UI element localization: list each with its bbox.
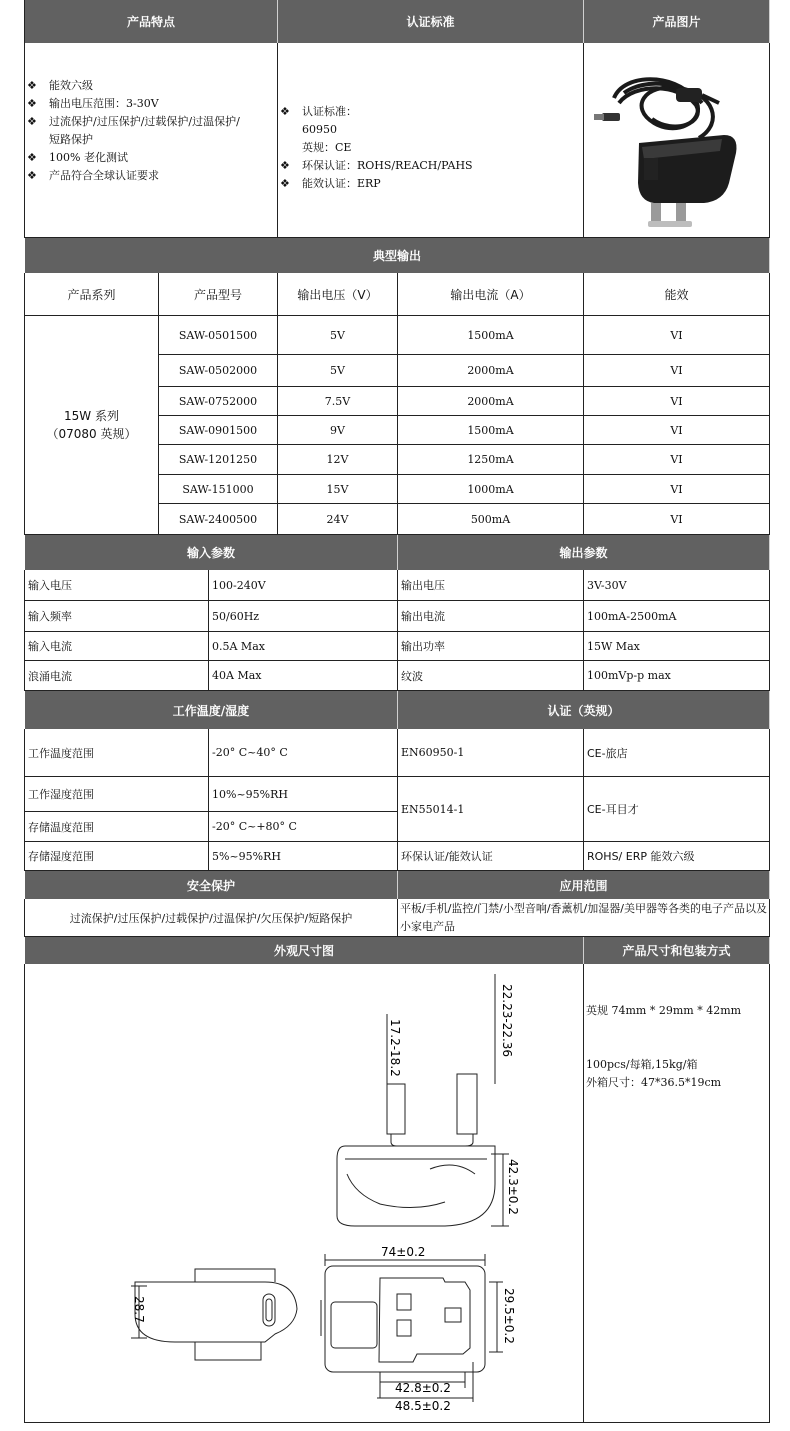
dim-label-d5: 28.7 xyxy=(132,1296,146,1323)
cert1-value: CE-旅店 xyxy=(584,729,770,777)
typical-model-cell: SAW-0502000 xyxy=(159,355,278,387)
features-cell xyxy=(25,43,278,238)
param-out-value: 100mA-2500mA xyxy=(584,601,770,632)
features-list xyxy=(25,77,240,185)
feature-item xyxy=(25,167,240,185)
env-label-3: 存储湿度范围 xyxy=(25,842,209,871)
bullet-icon: ❖ xyxy=(280,177,290,190)
cert-uk-title: 认证（英规） xyxy=(398,691,770,729)
feature-item xyxy=(25,131,240,149)
param-in-value: 40A Max xyxy=(209,661,398,691)
header-features: 产品特点 xyxy=(25,0,278,43)
input-params-title: 输入参数 xyxy=(25,535,398,570)
param-in-value: 100-240V xyxy=(209,570,398,601)
cert-text: 认证标准： xyxy=(302,105,357,118)
dim-label-d6: 29.5±0.2 xyxy=(502,1288,516,1344)
cert3-standard: 环保认证/能效认证 xyxy=(398,842,584,871)
cable-ferrite xyxy=(676,88,702,102)
typical-eff-cell: VI xyxy=(584,475,770,504)
cert3-value: ROHS/ ERP 能效六级 xyxy=(584,842,770,871)
col-efficiency: 能效 xyxy=(584,273,770,316)
typical-eff-cell: VI xyxy=(584,316,770,355)
feature-text: 100% 老化测试 xyxy=(49,151,128,164)
env-value-3: 5%~95%RH xyxy=(209,842,398,871)
typical-current-cell: 1000mA xyxy=(398,475,584,504)
feature-item xyxy=(25,149,240,167)
pack-qty: 100pcs/每箱,15kg/箱 xyxy=(586,1058,698,1071)
header-cert: 认证标准 xyxy=(278,0,584,43)
bullet-icon: ❖ xyxy=(27,79,37,92)
adapter-photo xyxy=(584,43,770,238)
param-out-value: 100mVp-p max xyxy=(584,661,770,691)
cert-text: 环保认证：ROHS/REACH/PAHS xyxy=(302,159,473,172)
feature-item xyxy=(25,77,240,95)
series-name: 15W 系列 xyxy=(64,409,119,423)
bullet-icon: ❖ xyxy=(27,97,37,110)
feature-text: 过流保护/过压保护/过载保护/过温保护/ xyxy=(49,115,240,128)
typical-voltage-cell: 12V xyxy=(278,445,398,475)
product-image-cell xyxy=(584,43,770,238)
env-value-1: 10%~95%RH xyxy=(209,777,398,812)
cert-item xyxy=(278,121,473,139)
typical-voltage-cell: 5V xyxy=(278,316,398,355)
feature-text: 产品符合全球认证要求 xyxy=(49,169,159,182)
temp-title: 工作温度/湿度 xyxy=(25,691,398,729)
typical-model-cell: SAW-1201250 xyxy=(159,445,278,475)
typical-eff-cell: VI xyxy=(584,355,770,387)
typical-current-cell: 2000mA xyxy=(398,387,584,416)
bullet-icon: ❖ xyxy=(280,159,290,172)
col-voltage: 输出电压（V） xyxy=(278,273,398,316)
col-model: 产品型号 xyxy=(159,273,278,316)
typical-current-cell: 1250mA xyxy=(398,445,584,475)
col-series: 产品系列 xyxy=(25,273,159,316)
param-in-label: 输入电压 xyxy=(25,570,209,601)
param-in-label: 输入频率 xyxy=(25,601,209,632)
dim-label-d2: 17.2-18.2 xyxy=(388,1019,402,1077)
param-out-value: 15W Max xyxy=(584,632,770,661)
param-out-value: 3V-30V xyxy=(584,570,770,601)
env-label-2: 存储温度范围 xyxy=(25,812,209,842)
safety-title: 安全保护 xyxy=(25,871,398,899)
param-in-label: 浪涌电流 xyxy=(25,661,209,691)
typical-voltage-cell: 15V xyxy=(278,475,398,504)
typical-eff-cell: VI xyxy=(584,504,770,535)
cert2-value: CE-耳目才 xyxy=(584,777,770,842)
typical-eff-cell: VI xyxy=(584,445,770,475)
cert-cell xyxy=(278,43,584,238)
cert-item xyxy=(278,139,473,157)
cert-list xyxy=(278,103,473,193)
typical-model-cell: SAW-0501500 xyxy=(159,316,278,355)
dim-label-d8: 48.5±0.2 xyxy=(395,1399,451,1413)
dims-cell xyxy=(24,964,584,1423)
param-out-label: 输出电流 xyxy=(398,601,584,632)
dim-label-d4: 74±0.2 xyxy=(381,1245,426,1259)
param-in-value: 0.5A Max xyxy=(209,632,398,661)
series-sub: （07080 英规） xyxy=(46,427,137,441)
feature-item xyxy=(25,113,240,131)
bullet-icon: ❖ xyxy=(27,169,37,182)
header-image: 产品图片 xyxy=(584,0,770,43)
typical-current-cell: 500mA xyxy=(398,504,584,535)
param-out-label: 输出功率 xyxy=(398,632,584,661)
cert-item xyxy=(278,175,473,193)
dims-title: 外观尺寸图 xyxy=(25,937,584,964)
param-in-value: 50/60Hz xyxy=(209,601,398,632)
cert-text: 英规：CE xyxy=(302,141,352,154)
feature-text: 输出电压范围：3-30V xyxy=(49,97,159,110)
bullet-icon: ❖ xyxy=(27,115,37,128)
dim-label-d7: 42.8±0.2 xyxy=(395,1381,451,1395)
series-cell xyxy=(25,316,159,535)
typical-voltage-cell: 24V xyxy=(278,504,398,535)
typical-voltage-cell: 5V xyxy=(278,355,398,387)
param-in-label: 输入电流 xyxy=(25,632,209,661)
dimension-drawing xyxy=(25,964,583,1422)
env-value-0: -20° C~40° C xyxy=(209,729,398,777)
cert1-standard: EN60950-1 xyxy=(398,729,584,777)
cert-text: 60950 xyxy=(302,123,337,136)
param-out-label: 输出电压 xyxy=(398,570,584,601)
cert-item xyxy=(278,103,473,121)
dim-label-d3: 42.3±0.2 xyxy=(506,1159,520,1215)
pack-carton: 外箱尺寸：47*36.5*19cm xyxy=(586,1076,722,1089)
feature-text: 短路保护 xyxy=(49,133,93,146)
bullet-icon: ❖ xyxy=(27,151,37,164)
application-title: 应用范围 xyxy=(398,871,770,899)
dim-label-d1: 22.23-22.36 xyxy=(500,984,514,1058)
typical-model-cell: SAW-2400500 xyxy=(159,504,278,535)
typical-voltage-cell: 9V xyxy=(278,416,398,445)
typical-model-cell: SAW-151000 xyxy=(159,475,278,504)
pack-cell xyxy=(584,964,770,1423)
typical-current-cell: 1500mA xyxy=(398,416,584,445)
typical-title: 典型输出 xyxy=(25,238,770,273)
feature-text: 能效六级 xyxy=(49,79,93,92)
output-params-title: 输出参数 xyxy=(398,535,770,570)
bullet-icon: ❖ xyxy=(280,105,290,118)
cert-item xyxy=(278,157,473,175)
param-out-label: 纹波 xyxy=(398,661,584,691)
col-current: 输出电流（A） xyxy=(398,273,584,316)
pack-title: 产品尺寸和包装方式 xyxy=(584,937,770,964)
typical-eff-cell: VI xyxy=(584,416,770,445)
env-label-0: 工作温度范围 xyxy=(25,729,209,777)
typical-model-cell: SAW-0752000 xyxy=(159,387,278,416)
typical-model-cell: SAW-0901500 xyxy=(159,416,278,445)
env-value-2: -20° C~+80° C xyxy=(209,812,398,842)
typical-current-cell: 2000mA xyxy=(398,355,584,387)
cert2-standard: EN55014-1 xyxy=(398,777,584,842)
env-label-1: 工作湿度范围 xyxy=(25,777,209,812)
pack-size: 英规 74mm * 29mm * 42mm xyxy=(586,1004,742,1017)
cert-text: 能效认证：ERP xyxy=(302,177,381,190)
typical-current-cell: 1500mA xyxy=(398,316,584,355)
safety-text: 过流保护/过压保护/过载保护/过温保护/欠压保护/短路保护 xyxy=(24,899,398,937)
application-text: 平板/手机/监控/门禁/小型音响/香薰机/加湿器/美甲器等各类的电子产品以及小家电产品 xyxy=(398,899,770,937)
typical-voltage-cell: 7.5V xyxy=(278,387,398,416)
feature-item xyxy=(25,95,240,113)
typical-eff-cell: VI xyxy=(584,387,770,416)
